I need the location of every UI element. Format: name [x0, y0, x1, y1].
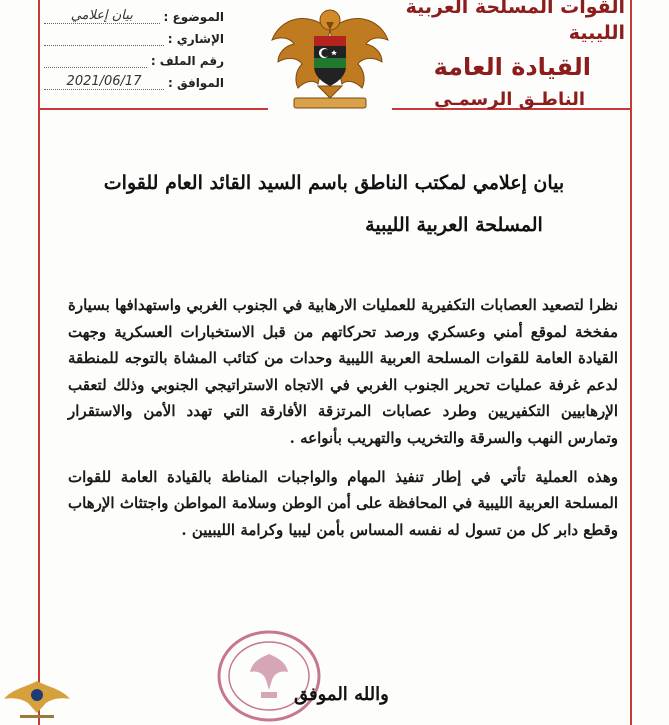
- subject-label: الموضوع :: [163, 10, 224, 24]
- letterhead-forces: القوات المسلحة العربية الليبية: [405, 0, 625, 44]
- date-row: [44, 68, 224, 90]
- file-number-value: [44, 52, 147, 68]
- date-label: الموافق :: [168, 76, 224, 90]
- header-divider-left: [38, 108, 268, 110]
- closing-phrase: والله الموفق: [294, 684, 389, 705]
- body-paragraph-1: نظرا لتصعيد العصابات التكفيرية للعمليات الارهابية في الجنوب الغربي واستهدافها بسيارة مفخخة لموقع أمني وعسكري ورصد تحركاتهم من قبل الاستخبارات العسكرية وجهت القيادة العامة للقوات المسلحة العربية الليبية وحدات من كتائب المشاة بالتوجه للمنطقة لدعم غرفة عمليات تحرير الجنوب الغربي في الاتجاه الاستراتيجي الجنوبي وذلك لتعقب الإرهابيين التكفيريين وطرد عصابات المرتزقة الأفارقة التي تهدد الأمن والاستقرار وتمارس النهب والسرقة والتخريب والتهريب بأنواعه .: [68, 296, 618, 447]
- letterhead-command: القيادة العامة: [433, 53, 591, 81]
- title-line-2: المسلحة العربية الليبية: [365, 214, 543, 236]
- body-paragraph-2: وهذه العملية تأتي في إطار تنفيذ المهام والواجبات المناطة بالقيادة العامة للقوات المسلحة العربية الليبية في المحافظة على أمن الوطن وسلامة المواطن واجتثاث الإرهاب وقطع دابر كل من تسول له نفسه المساس بأمن ليبيا وكرامة الليبيين .: [68, 467, 618, 539]
- reference-row: [44, 24, 224, 46]
- watermark-logo-icon: [2, 673, 72, 723]
- subject-row: [44, 2, 224, 24]
- reference-label: الإشاري :: [167, 32, 224, 46]
- title-line-1: بيان إعلامي لمكتب الناطق باسم السيد القائد العام للقوات: [103, 172, 565, 194]
- statement-body: [68, 292, 618, 543]
- official-seal-stamp: [214, 628, 324, 724]
- statement-title: [60, 168, 608, 240]
- subject-value: بيان إعلامي: [44, 8, 160, 24]
- right-red-border: [630, 0, 632, 725]
- letterhead-spokesman: الناطـق الرسمـي: [434, 89, 585, 110]
- file-number-row: [44, 46, 224, 68]
- reference-value: [44, 30, 164, 46]
- letterhead: [395, 0, 625, 112]
- file-number-label: رقم الملف :: [150, 54, 224, 68]
- date-value: 2021/06/17: [44, 74, 164, 90]
- eagle-emblem-icon: [268, 0, 392, 112]
- document-reference-form: [44, 2, 224, 90]
